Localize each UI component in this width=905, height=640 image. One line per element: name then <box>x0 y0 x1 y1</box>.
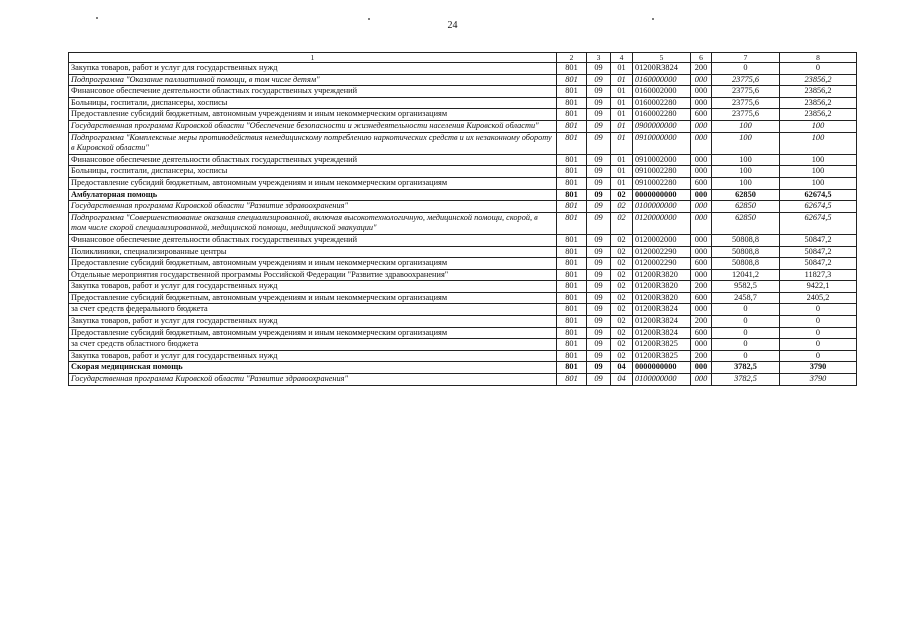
target-item-code: 01200R3820 <box>633 292 691 304</box>
amount-year-1: 0 <box>712 339 780 351</box>
amount-year-1: 23775,6 <box>712 109 780 121</box>
table-row <box>69 74 857 86</box>
section-code: 09 <box>587 201 611 213</box>
expense-type-code: 200 <box>691 281 712 293</box>
subsection-code: 02 <box>611 292 633 304</box>
ministry-code: 801 <box>557 304 587 316</box>
table-row <box>69 362 857 374</box>
amount-year-2: 0 <box>780 327 857 339</box>
table-row <box>69 246 857 258</box>
ministry-code: 801 <box>557 362 587 374</box>
amount-year-2: 9422,1 <box>780 281 857 293</box>
subsection-code: 01 <box>611 166 633 178</box>
subsection-code: 01 <box>611 86 633 98</box>
table-row <box>69 212 857 234</box>
column-number: 2 <box>557 53 587 63</box>
amount-year-2: 50847,2 <box>780 234 857 246</box>
table-row <box>69 350 857 362</box>
expense-type-code: 600 <box>691 109 712 121</box>
section-code: 09 <box>587 189 611 201</box>
expense-type-code: 000 <box>691 120 712 132</box>
section-code: 09 <box>587 63 611 75</box>
amount-year-1: 100 <box>712 120 780 132</box>
subsection-code: 01 <box>611 97 633 109</box>
table-row <box>69 292 857 304</box>
target-item-code: 01200R3824 <box>633 63 691 75</box>
section-code: 09 <box>587 304 611 316</box>
subsection-code: 01 <box>611 177 633 189</box>
amount-year-2: 0 <box>780 316 857 328</box>
target-item-code: 01200R3820 <box>633 269 691 281</box>
row-name: Подпрограмма "Комплексные меры противодействия немедицинскому потреблению наркотических средств и их незаконному обороту в Кировской области" <box>69 132 557 154</box>
amount-year-2: 0 <box>780 63 857 75</box>
amount-year-2: 3790 <box>780 374 857 386</box>
row-name: Финансовое обеспечение деятельности областных государственных учреждений <box>69 86 557 98</box>
amount-year-2: 23856,2 <box>780 86 857 98</box>
amount-year-1: 2458,7 <box>712 292 780 304</box>
ministry-code: 801 <box>557 132 587 154</box>
amount-year-2: 0 <box>780 350 857 362</box>
table-row <box>69 177 857 189</box>
subsection-code: 02 <box>611 201 633 213</box>
ministry-code: 801 <box>557 258 587 270</box>
target-item-code: 0120002290 <box>633 246 691 258</box>
table-row <box>69 166 857 178</box>
row-name: Предоставление субсидий бюджетным, автономным учреждениям и иным некоммерческим организациям <box>69 258 557 270</box>
scan-speck <box>652 18 654 20</box>
expense-type-code: 600 <box>691 258 712 270</box>
expense-type-code: 000 <box>691 304 712 316</box>
column-number: 8 <box>780 53 857 63</box>
section-code: 09 <box>587 177 611 189</box>
subsection-code: 01 <box>611 109 633 121</box>
section-code: 09 <box>587 292 611 304</box>
section-code: 09 <box>587 166 611 178</box>
table-row <box>69 339 857 351</box>
row-name: Амбулаторная помощь <box>69 189 557 201</box>
table-row <box>69 374 857 386</box>
amount-year-2: 23856,2 <box>780 109 857 121</box>
expense-type-code: 000 <box>691 74 712 86</box>
target-item-code: 01200R3824 <box>633 316 691 328</box>
expense-type-code: 000 <box>691 201 712 213</box>
table-row <box>69 304 857 316</box>
row-name: Государственная программа Кировской области "Развитие здравоохранения" <box>69 201 557 213</box>
amount-year-1: 100 <box>712 177 780 189</box>
row-name: Финансовое обеспечение деятельности областных государственных учреждений <box>69 154 557 166</box>
subsection-code: 02 <box>611 327 633 339</box>
subsection-code: 02 <box>611 258 633 270</box>
page-number: 24 <box>447 20 458 31</box>
amount-year-1: 9582,5 <box>712 281 780 293</box>
row-name: Предоставление субсидий бюджетным, автономным учреждениям и иным некоммерческим организациям <box>69 292 557 304</box>
table-row <box>69 154 857 166</box>
table-row <box>69 269 857 281</box>
table-row <box>69 327 857 339</box>
row-name: Больницы, госпитали, диспансеры, хосписы <box>69 97 557 109</box>
amount-year-2: 0 <box>780 339 857 351</box>
amount-year-2: 62674,5 <box>780 212 857 234</box>
expense-type-code: 000 <box>691 212 712 234</box>
target-item-code: 0910002000 <box>633 154 691 166</box>
amount-year-1: 62850 <box>712 189 780 201</box>
amount-year-2: 50847,2 <box>780 258 857 270</box>
amount-year-2: 100 <box>780 166 857 178</box>
amount-year-2: 100 <box>780 120 857 132</box>
subsection-code: 01 <box>611 74 633 86</box>
budget-table <box>68 52 857 386</box>
ministry-code: 801 <box>557 212 587 234</box>
section-code: 09 <box>587 86 611 98</box>
ministry-code: 801 <box>557 177 587 189</box>
section-code: 09 <box>587 246 611 258</box>
expense-type-code: 000 <box>691 374 712 386</box>
expense-type-code: 600 <box>691 292 712 304</box>
amount-year-1: 0 <box>712 350 780 362</box>
row-name: Предоставление субсидий бюджетным, автономным учреждениям и иным некоммерческим организациям <box>69 177 557 189</box>
scan-speck <box>96 17 98 19</box>
amount-year-2: 100 <box>780 177 857 189</box>
row-name: за счет средств областного бюджета <box>69 339 557 351</box>
target-item-code: 0160002280 <box>633 109 691 121</box>
expense-type-code: 000 <box>691 246 712 258</box>
expense-type-code: 600 <box>691 327 712 339</box>
column-number: 4 <box>611 53 633 63</box>
subsection-code: 01 <box>611 120 633 132</box>
amount-year-1: 62850 <box>712 212 780 234</box>
target-item-code: 01200R3825 <box>633 350 691 362</box>
target-item-code: 0120002000 <box>633 234 691 246</box>
target-item-code: 0910002280 <box>633 166 691 178</box>
expense-type-code: 000 <box>691 234 712 246</box>
row-name: Закупка товаров, работ и услуг для государственных нужд <box>69 316 557 328</box>
section-code: 09 <box>587 74 611 86</box>
section-code: 09 <box>587 132 611 154</box>
row-name: Больницы, госпитали, диспансеры, хосписы <box>69 166 557 178</box>
expense-type-code: 600 <box>691 177 712 189</box>
subsection-code: 01 <box>611 132 633 154</box>
amount-year-1: 23775,6 <box>712 74 780 86</box>
section-code: 09 <box>587 350 611 362</box>
target-item-code: 01200R3820 <box>633 281 691 293</box>
subsection-code: 01 <box>611 63 633 75</box>
expense-type-code: 000 <box>691 154 712 166</box>
row-name: Подпрограмма "Совершенствование оказания специализированной, включая высокотехнологичную, медицинской помощи, скорой, в том числе скорой специализированной, медицинской помощи, медицинской эвакуации" <box>69 212 557 234</box>
section-code: 09 <box>587 258 611 270</box>
ministry-code: 801 <box>557 97 587 109</box>
section-code: 09 <box>587 362 611 374</box>
amount-year-2: 23856,2 <box>780 97 857 109</box>
amount-year-2: 2405,2 <box>780 292 857 304</box>
ministry-code: 801 <box>557 339 587 351</box>
section-code: 09 <box>587 339 611 351</box>
amount-year-1: 23775,6 <box>712 86 780 98</box>
expense-type-code: 000 <box>691 166 712 178</box>
amount-year-1: 3782,5 <box>712 362 780 374</box>
section-code: 09 <box>587 316 611 328</box>
amount-year-1: 0 <box>712 63 780 75</box>
expense-type-code: 000 <box>691 97 712 109</box>
expense-type-code: 200 <box>691 63 712 75</box>
ministry-code: 801 <box>557 281 587 293</box>
row-name: Государственная программа Кировской области "Развитие здравоохранения" <box>69 374 557 386</box>
table-row <box>69 97 857 109</box>
row-name: за счет средств федерального бюджета <box>69 304 557 316</box>
subsection-code: 02 <box>611 281 633 293</box>
target-item-code: 01200R3825 <box>633 339 691 351</box>
amount-year-1: 50808,8 <box>712 258 780 270</box>
target-item-code: 01200R3824 <box>633 304 691 316</box>
amount-year-1: 50808,8 <box>712 234 780 246</box>
amount-year-2: 100 <box>780 154 857 166</box>
section-code: 09 <box>587 234 611 246</box>
target-item-code: 0000000000 <box>633 189 691 201</box>
table-row <box>69 281 857 293</box>
ministry-code: 801 <box>557 350 587 362</box>
row-name: Отдельные мероприятия государственной программы Российской Федерации "Развитие здравоохранения" <box>69 269 557 281</box>
amount-year-1: 0 <box>712 316 780 328</box>
amount-year-1: 62850 <box>712 201 780 213</box>
subsection-code: 02 <box>611 304 633 316</box>
target-item-code: 0910002280 <box>633 177 691 189</box>
ministry-code: 801 <box>557 63 587 75</box>
table-row <box>69 316 857 328</box>
amount-year-2: 62674,5 <box>780 201 857 213</box>
section-code: 09 <box>587 269 611 281</box>
subsection-code: 02 <box>611 350 633 362</box>
subsection-code: 02 <box>611 234 633 246</box>
table-row <box>69 258 857 270</box>
ministry-code: 801 <box>557 234 587 246</box>
subsection-code: 02 <box>611 339 633 351</box>
subsection-code: 02 <box>611 189 633 201</box>
expense-type-code: 000 <box>691 132 712 154</box>
row-name: Закупка товаров, работ и услуг для государственных нужд <box>69 350 557 362</box>
target-item-code: 0120000000 <box>633 212 691 234</box>
section-code: 09 <box>587 97 611 109</box>
table-row <box>69 86 857 98</box>
ministry-code: 801 <box>557 86 587 98</box>
target-item-code: 0160002280 <box>633 97 691 109</box>
amount-year-2: 100 <box>780 132 857 154</box>
amount-year-1: 100 <box>712 154 780 166</box>
column-number-row <box>69 53 857 63</box>
subsection-code: 02 <box>611 212 633 234</box>
row-name: Предоставление субсидий бюджетным, автономным учреждениям и иным некоммерческим организациям <box>69 327 557 339</box>
column-number: 5 <box>633 53 691 63</box>
subsection-code: 01 <box>611 154 633 166</box>
row-name: Закупка товаров, работ и услуг для государственных нужд <box>69 63 557 75</box>
ministry-code: 801 <box>557 269 587 281</box>
section-code: 09 <box>587 374 611 386</box>
amount-year-2: 11827,3 <box>780 269 857 281</box>
table-row <box>69 63 857 75</box>
row-name: Финансовое обеспечение деятельности областных государственных учреждений <box>69 234 557 246</box>
table-row <box>69 120 857 132</box>
amount-year-1: 100 <box>712 166 780 178</box>
table-body <box>69 53 857 386</box>
subsection-code: 02 <box>611 316 633 328</box>
target-item-code: 0160000000 <box>633 74 691 86</box>
expense-type-code: 000 <box>691 86 712 98</box>
subsection-code: 04 <box>611 374 633 386</box>
amount-year-1: 3782,5 <box>712 374 780 386</box>
section-code: 09 <box>587 327 611 339</box>
scan-speck <box>368 18 370 20</box>
expense-type-code: 000 <box>691 189 712 201</box>
row-name: Скорая медицинская помощь <box>69 362 557 374</box>
table-row <box>69 189 857 201</box>
section-code: 09 <box>587 120 611 132</box>
ministry-code: 801 <box>557 120 587 132</box>
column-number: 1 <box>69 53 557 63</box>
expense-type-code: 000 <box>691 362 712 374</box>
expense-type-code: 000 <box>691 269 712 281</box>
table-row <box>69 234 857 246</box>
amount-year-2: 62674,5 <box>780 189 857 201</box>
target-item-code: 0000000000 <box>633 362 691 374</box>
amount-year-2: 0 <box>780 304 857 316</box>
row-name: Поликлиники, специализированные центры <box>69 246 557 258</box>
ministry-code: 801 <box>557 316 587 328</box>
target-item-code: 0100000000 <box>633 374 691 386</box>
table-row <box>69 132 857 154</box>
target-item-code: 0100000000 <box>633 201 691 213</box>
section-code: 09 <box>587 154 611 166</box>
column-number: 3 <box>587 53 611 63</box>
ministry-code: 801 <box>557 189 587 201</box>
table-row <box>69 109 857 121</box>
ministry-code: 801 <box>557 154 587 166</box>
ministry-code: 801 <box>557 292 587 304</box>
target-item-code: 01200R3824 <box>633 327 691 339</box>
target-item-code: 0160002000 <box>633 86 691 98</box>
row-name: Закупка товаров, работ и услуг для государственных нужд <box>69 281 557 293</box>
row-name: Подпрограмма "Оказание паллиативной помощи, в том числе детям" <box>69 74 557 86</box>
amount-year-1: 23775,6 <box>712 97 780 109</box>
target-item-code: 0120002290 <box>633 258 691 270</box>
subsection-code: 02 <box>611 246 633 258</box>
section-code: 09 <box>587 212 611 234</box>
subsection-code: 02 <box>611 269 633 281</box>
column-number: 7 <box>712 53 780 63</box>
row-name: Государственная программа Кировской области "Обеспечение безопасности и жизнедеятельности населения Кировской области" <box>69 120 557 132</box>
amount-year-1: 0 <box>712 304 780 316</box>
table-row <box>69 201 857 213</box>
subsection-code: 04 <box>611 362 633 374</box>
target-item-code: 0910000000 <box>633 132 691 154</box>
expense-type-code: 200 <box>691 350 712 362</box>
amount-year-1: 0 <box>712 327 780 339</box>
amount-year-2: 3790 <box>780 362 857 374</box>
section-code: 09 <box>587 281 611 293</box>
amount-year-1: 100 <box>712 132 780 154</box>
ministry-code: 801 <box>557 374 587 386</box>
section-code: 09 <box>587 109 611 121</box>
expense-type-code: 200 <box>691 316 712 328</box>
ministry-code: 801 <box>557 74 587 86</box>
expense-type-code: 000 <box>691 339 712 351</box>
ministry-code: 801 <box>557 109 587 121</box>
row-name: Предоставление субсидий бюджетным, автономным учреждениям и иным некоммерческим организациям <box>69 109 557 121</box>
ministry-code: 801 <box>557 246 587 258</box>
amount-year-1: 12041,2 <box>712 269 780 281</box>
amount-year-2: 23856,2 <box>780 74 857 86</box>
ministry-code: 801 <box>557 201 587 213</box>
ministry-code: 801 <box>557 327 587 339</box>
amount-year-2: 50847,2 <box>780 246 857 258</box>
target-item-code: 0900000000 <box>633 120 691 132</box>
amount-year-1: 50808,8 <box>712 246 780 258</box>
ministry-code: 801 <box>557 166 587 178</box>
column-number: 6 <box>691 53 712 63</box>
